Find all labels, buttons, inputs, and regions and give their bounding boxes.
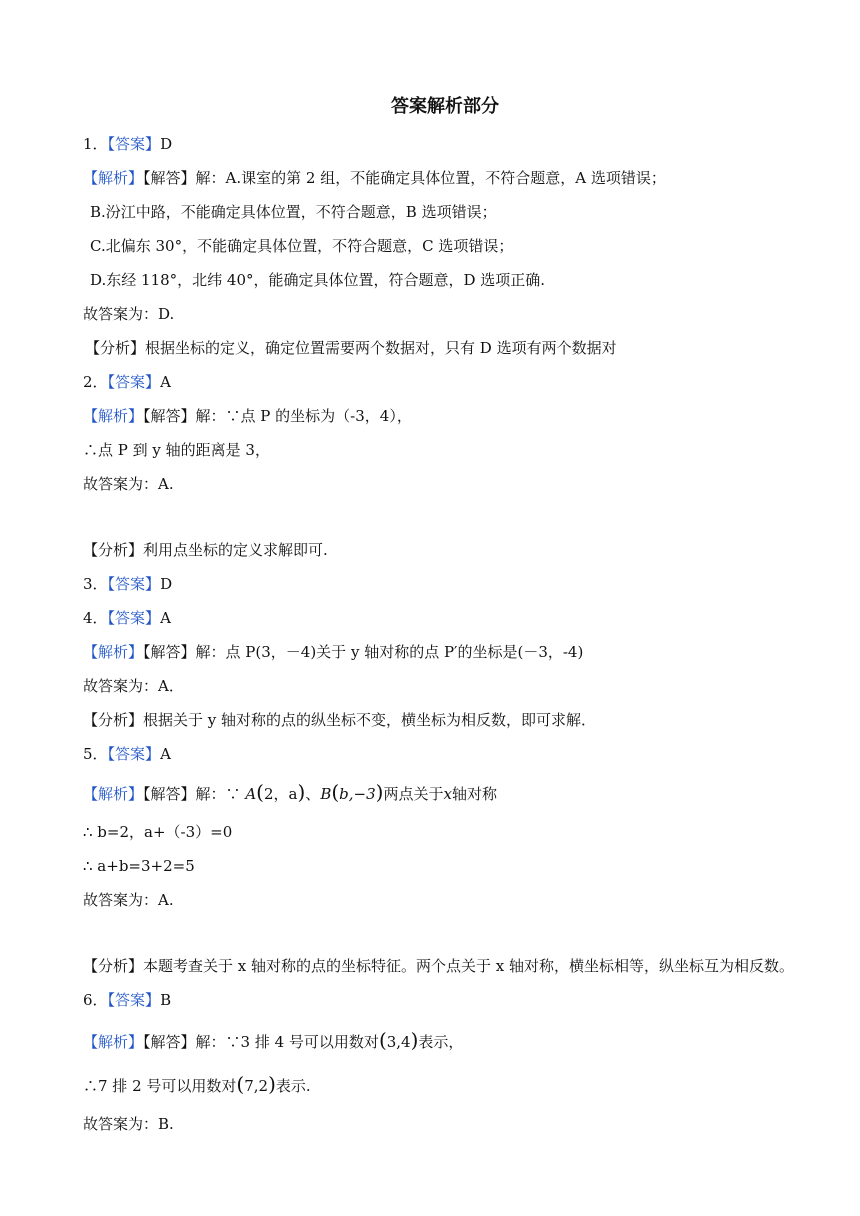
jieda-tag: 【解答】 <box>143 1033 196 1051</box>
q6-solution-line-1: 【解析】【解答】解：∵3 排 4 号可以用数对(3,4)表示， <box>83 1028 464 1052</box>
q5-answer: A <box>160 745 171 763</box>
q1-conclusion: 故答案为：D. <box>83 305 175 323</box>
q2-solution-line-2: ∴点 P 到 y 轴的距离是 3， <box>83 441 270 459</box>
q2-answer: A <box>160 373 171 391</box>
q1-solution-line-3: C.北偏东 30°，不能确定具体位置，不符合题意，C 选项错误； <box>90 237 514 255</box>
q5-solution-line-1: 【解析】【解答】解：∵ A(2，a)、B(b,−3)两点关于x轴对称 <box>83 780 497 804</box>
fenxi-tag: 【分析】 <box>83 541 144 559</box>
pair-3-4: (3,4) <box>378 1028 419 1052</box>
pair-7-2: (7,2) <box>236 1072 276 1096</box>
q6-number: 6． <box>83 991 108 1009</box>
q6-answer: B <box>160 991 172 1009</box>
q3-number: 3． <box>83 575 108 593</box>
q2-solution-line-1: 【解析】【解答】解：∵点 P 的坐标为（-3，4）， <box>83 407 412 425</box>
answer-tag: 【答案】 <box>107 575 161 593</box>
page-title: 答案解析部分 <box>391 96 499 117</box>
jieda-tag: 【解答】 <box>143 169 196 187</box>
q1-analysis: 【分析】根据坐标的定义，确定位置需要两个数据对，只有 D 选项有两个数据对 <box>85 339 617 357</box>
q1-solution-line-4: D.东经 118°，北纬 40°，能确定具体位置，符合题意，D 选项正确. <box>90 271 546 289</box>
q4-answer: A <box>160 609 171 627</box>
q4-number: 4． <box>83 609 108 627</box>
q5-analysis: 【分析】本题考查关于 x 轴对称的点的坐标特征。两个点关于 x 轴对称，横坐标相等，纵坐标互为相反数。 <box>83 957 795 975</box>
answer-tag: 【答案】 <box>107 373 161 391</box>
q1-solution-line-2: B.汾江中路，不能确定具体位置，不符合题意，B 选项错误； <box>90 203 497 221</box>
q6-conclusion: 故答案为：B. <box>83 1115 174 1133</box>
q2-answer-line <box>83 372 171 392</box>
answer-tag: 【答案】 <box>107 135 161 153</box>
q4-analysis: 【分析】根据关于 y 轴对称的点的纵坐标不变，横坐标为相反数，即可求解． <box>83 711 597 729</box>
q6-solution-line-2: ∴7 排 2 号可以用数对(7,2)表示. <box>83 1072 311 1096</box>
jiexi-tag: 【解析】 <box>83 169 144 187</box>
q5-solution-line-2: ∴ b=2，a+（-3）=0 <box>83 823 233 841</box>
point-b-formula: B(b,−3) <box>320 780 384 804</box>
fenxi-tag: 【分析】 <box>83 957 144 975</box>
jieda-tag: 【解答】 <box>143 785 196 803</box>
q3-answer-line <box>83 574 172 594</box>
q1-solution-line-1: 【解析】【解答】解：A.课室的第 2 组，不能确定具体位置，不符合题意，A 选项错误； <box>83 169 666 187</box>
q5-number: 5． <box>83 745 108 763</box>
q1-answer-line <box>83 134 172 154</box>
point-a-formula: A(2，a) <box>245 780 306 804</box>
jiexi-tag: 【解析】 <box>83 643 144 661</box>
q3-answer: D <box>160 575 173 593</box>
q5-conclusion: 故答案为：A. <box>83 891 174 909</box>
q4-solution-line-1: 【解析】【解答】解：点 P(3，－4)关于 y 轴对称的点 P′的坐标是(－3，-4) <box>83 643 584 661</box>
q2-number: 2． <box>83 373 108 391</box>
q5-answer-line <box>83 744 171 764</box>
fenxi-tag: 【分析】 <box>83 711 144 729</box>
q4-conclusion: 故答案为：A． <box>83 677 184 695</box>
fenxi-tag: 【分析】 <box>85 339 146 357</box>
q2-analysis: 【分析】利用点坐标的定义求解即可. <box>83 541 328 559</box>
q5-solution-line-3: ∴ a+b=3+2=5 <box>83 857 195 875</box>
q2-conclusion: 故答案为：A. <box>83 475 174 493</box>
q6-answer-line <box>83 990 171 1010</box>
jieda-tag: 【解答】 <box>143 643 196 661</box>
jiexi-tag: 【解析】 <box>83 785 144 803</box>
answer-tag: 【答案】 <box>107 745 161 763</box>
q4-answer-line <box>83 608 171 628</box>
q1-number: 1． <box>83 135 108 153</box>
answer-tag: 【答案】 <box>107 991 161 1009</box>
jieda-tag: 【解答】 <box>143 407 196 425</box>
answer-tag: 【答案】 <box>107 609 161 627</box>
jiexi-tag: 【解析】 <box>83 407 144 425</box>
q1-answer: D <box>160 135 173 153</box>
jiexi-tag: 【解析】 <box>83 1033 144 1051</box>
